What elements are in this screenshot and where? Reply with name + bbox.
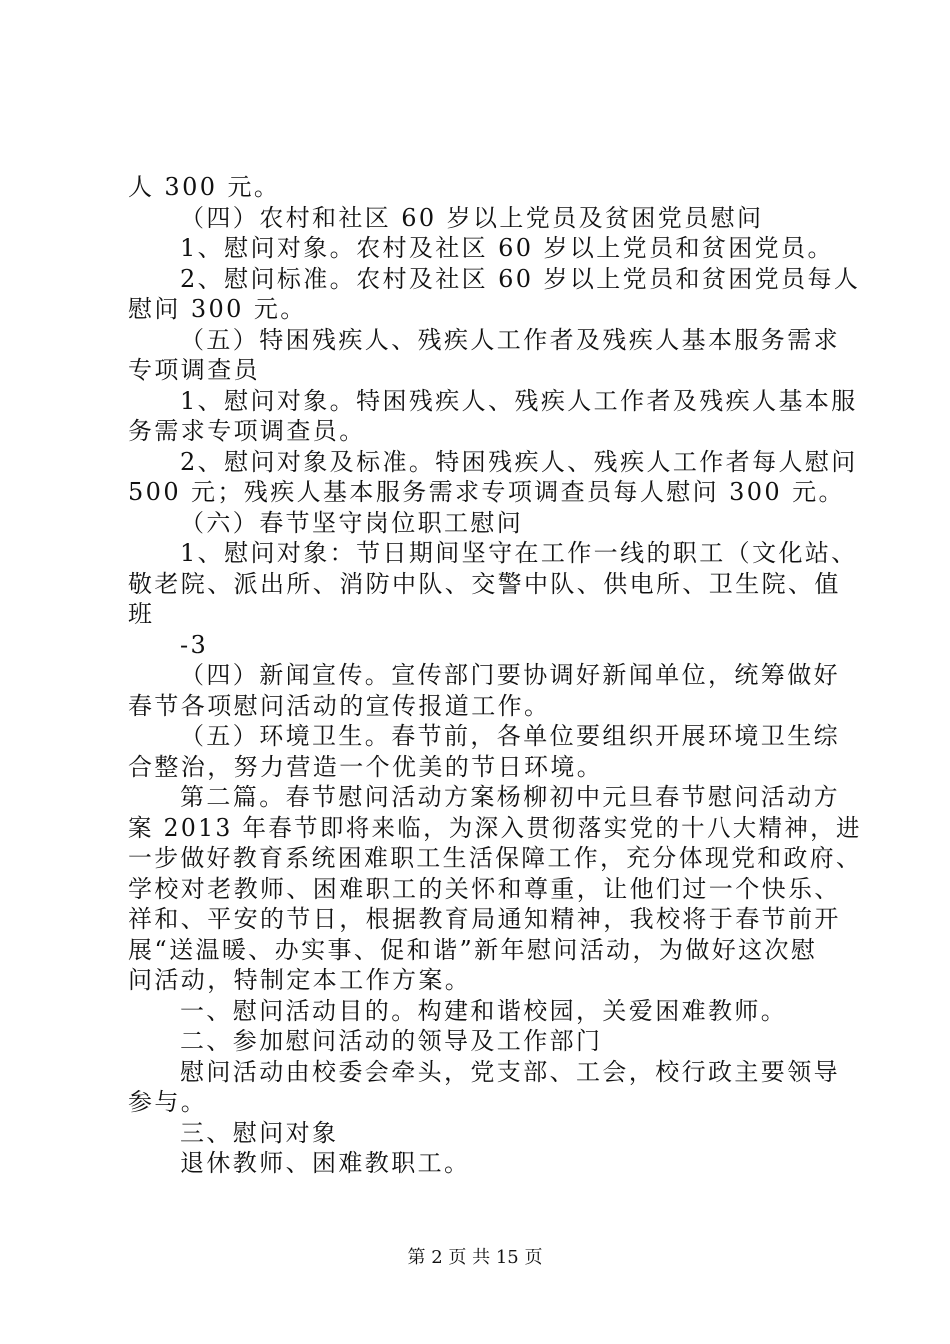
text-line: 2、慰问对象及标准。特困残疾人、残疾人工作者每人慰问 bbox=[180, 448, 858, 476]
text-line: 班 bbox=[128, 600, 155, 628]
text-line: 学校对老教师、困难职工的关怀和尊重，让他们过一个快乐、 bbox=[128, 875, 841, 903]
text-line: 慰问 300 元。 bbox=[128, 295, 307, 323]
section-heading: 一、慰问活动目的。构建和谐校园，关爱困难教师。 bbox=[180, 997, 788, 1025]
section-heading: 二、参加慰问活动的领导及工作部门 bbox=[180, 1027, 603, 1055]
section-heading: （六）春节坚守岗位职工慰问 bbox=[180, 509, 524, 537]
text-line: 敬老院、派出所、消防中队、交警中队、供电所、卫生院、值 bbox=[128, 570, 841, 598]
text-line: 问活动，特制定本工作方案。 bbox=[128, 966, 472, 994]
text-line: 500 元；残疾人基本服务需求专项调查员每人慰问 300 元。 bbox=[128, 478, 845, 506]
page-footer: 第 2 页 共 15 页 bbox=[407, 1247, 543, 1268]
text-line: 慰问活动由校委会牵头，党支部、工会，校行政主要领导 bbox=[180, 1058, 840, 1086]
text-line: 务需求专项调查员。 bbox=[128, 417, 366, 445]
text-line: 2、慰问标准。农村及社区 60 岁以上党员和贫困党员每人 bbox=[180, 265, 861, 293]
section-heading: （五）特困残疾人、残疾人工作者及残疾人基本服务需求 bbox=[180, 326, 840, 354]
text-line: 1、慰问对象。农村及社区 60 岁以上党员和贫困党员。 bbox=[180, 234, 834, 262]
text-line: 专项调查员 bbox=[128, 356, 260, 384]
chapter-heading: 第二篇。春节慰问活动方案杨柳初中元旦春节慰问活动方 bbox=[180, 783, 840, 811]
section-heading: （四）农村和社区 60 岁以上党员及贫困党员慰问 bbox=[180, 204, 764, 232]
text-line: 展“送温暖、办实事、促和谐”新年慰问活动，为做好这次慰 bbox=[128, 936, 818, 964]
inline-page-number: -3 bbox=[180, 631, 209, 659]
text-line: 一步做好教育系统困难职工生活保障工作，充分体现党和政府、 bbox=[128, 844, 863, 872]
text-line: 1、慰问对象。特困残疾人、残疾人工作者及残疾人基本服 bbox=[180, 387, 858, 415]
section-heading: 三、慰问对象 bbox=[180, 1119, 339, 1147]
text-line: 人 300 元。 bbox=[128, 173, 281, 201]
text-line: 参与。 bbox=[128, 1088, 208, 1116]
text-line: 退休教师、困难教职工。 bbox=[180, 1149, 471, 1177]
text-line: （四）新闻宣传。宣传部门要协调好新闻单位，统筹做好 bbox=[180, 661, 840, 689]
text-line: 祥和、平安的节日，根据教育局通知精神，我校将于春节前开 bbox=[128, 905, 841, 933]
text-line: （五）环境卫生。春节前，各单位要组织开展环境卫生综 bbox=[180, 722, 840, 750]
text-line: 春节各项慰问活动的宣传报道工作。 bbox=[128, 692, 551, 720]
text-line: 合整治，努力营造一个优美的节日环境。 bbox=[128, 753, 604, 781]
text-line: 1、慰问对象：节日期间坚守在工作一线的职工（文化站、 bbox=[180, 539, 858, 567]
text-line: 案 2013 年春节即将来临，为深入贯彻落实党的十八大精神，进 bbox=[128, 814, 862, 842]
